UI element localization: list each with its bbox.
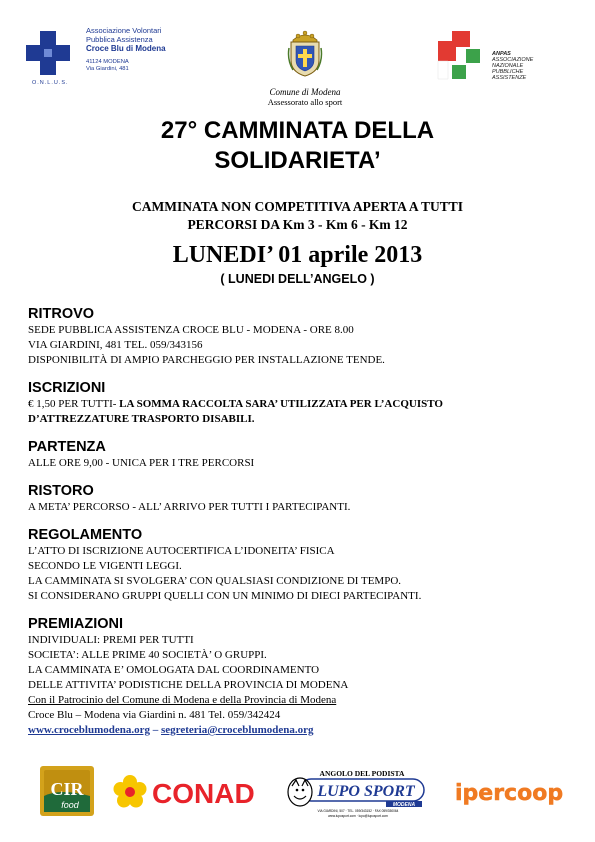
ristoro-line1: A META’ PERCORSO - ALL’ ARRIVO PER TUTTI I PARTECIPANTI. (28, 501, 351, 513)
email-link[interactable]: segreteria@croceblumodena.org (161, 724, 314, 736)
anpas-line4: ASSISTENZE (492, 75, 527, 81)
cir-small-text: food (61, 800, 79, 810)
section-title: PREMIAZIONI (28, 616, 124, 632)
section-title: ISCRIZIONI (28, 380, 106, 396)
event-title-line2: SOLIDARIETA’ (214, 147, 381, 174)
modena-crest-icon (287, 28, 323, 78)
premiazioni-line2: SOCIETA’: ALLE PRIME 40 SOCIETÀ’ O GRUPPI. (28, 649, 267, 661)
section-ristoro (28, 482, 573, 515)
conad-daisy-icon (112, 772, 264, 812)
ipercoop-text: ipercoop (455, 781, 564, 806)
event-subtitle (0, 198, 595, 234)
premiazioni-line3: LA CAMMINATA E’ OMOLOGATA DAL COORDINAMENTO (28, 664, 320, 676)
regolamento-line4: SI CONSIDERANO GRUPPI QUELLI CON UN MINIMO DI DIECI PARTECIPANTI. (28, 590, 422, 602)
website-link[interactable]: www.croceblumodena.org (28, 724, 151, 736)
lupo-web-text: www.luposport.com · lupo@luposport.com (328, 814, 388, 818)
croce-blu-address2: Via Giardini, 481 (86, 66, 129, 72)
blue-cross-icon (26, 31, 70, 75)
cir-food-icon (40, 766, 94, 816)
anpas-acronym: ANPAS (492, 51, 511, 57)
comune-dept: Assessorato allo sport (267, 97, 343, 107)
event-details (28, 305, 573, 749)
lupo-details-text: VIA GIARDINI, 507 · TEL. 059/343152 · FAX 059/350064 (317, 809, 399, 813)
anpas-cross-icon (430, 27, 492, 85)
anpas-line2: NAZIONALE (492, 63, 524, 69)
section-title: REGOLAMENTO (28, 527, 143, 543)
comune-name: Comune di Modena (269, 87, 341, 97)
section-title: RITROVO (28, 306, 95, 322)
ritrovo-line2: VIA GIARDINI, 481 TEL. 059/343156 (28, 339, 203, 351)
cir-food-logo (40, 766, 94, 816)
onlus-label: O.N.L.U.S. (32, 80, 69, 86)
ipercoop-logo (453, 774, 565, 814)
section-premiazioni (28, 615, 573, 738)
contact-info: Croce Blu – Modena via Giardini n. 481 Tel. 059/342424 (28, 709, 281, 721)
iscrizioni-note-line1: LA SOMMA RACCOLTA SARA’ UTILIZZATA PER L’ACQUISTO (119, 398, 443, 410)
premiazioni-line1: INDIVIDUALI: PREMI PER TUTTI (28, 634, 194, 646)
event-date: LUNEDI’ 01 aprile 2013 (172, 242, 423, 268)
anpas-logo (430, 27, 540, 87)
regolamento-line2: SECONDO LE VIGENTI LEGGI. (28, 560, 182, 572)
croce-blu-line3: Croce Blu di Modena (86, 44, 166, 53)
iscrizioni-note-line2: D’ATTREZZATURE TRASPORTO DISABILI. (28, 413, 255, 425)
event-title (0, 116, 595, 176)
subtitle-line1: CAMMINATA NON COMPETITIVA APERTA A TUTTI (132, 199, 463, 214)
anpas-line1: ASSOCIAZIONE (492, 57, 534, 63)
sponsor-strip (0, 760, 595, 820)
section-partenza (28, 438, 573, 471)
croce-blu-line1: Associazione Volontari (86, 26, 162, 35)
section-ritrovo (28, 305, 573, 368)
ritrovo-line3: DISPONIBILITÀ DI AMPIO PARCHEGGIO PER INSTALLAZIONE TENDE. (28, 354, 385, 366)
lupo-sport-logo (286, 768, 426, 818)
ritrovo-line1: SEDE PUBBLICA ASSISTENZA CROCE BLU - MODENA - ORE 8.00 (28, 324, 354, 336)
comune-logo (240, 28, 370, 107)
regolamento-line3: LA CAMMINATA SI SVOLGERA’ CON QUALSIASI CONDIZIONE DI TEMPO. (28, 575, 402, 587)
croce-blu-line2: Pubblica Assistenza (86, 35, 153, 44)
cir-big-text: CIR (50, 779, 84, 799)
croce-blu-address1: 41124 MODENA (86, 59, 129, 65)
regolamento-line1: L’ATTO DI ISCRIZIONE AUTOCERTIFICA L’IDONEITA’ FISICA (28, 545, 335, 557)
lupo-name-text: LUPO SPORT (317, 783, 415, 800)
ipercoop-icon (453, 774, 565, 814)
anpas-text (492, 51, 533, 81)
croce-blu-text (86, 26, 166, 73)
section-iscrizioni (28, 379, 573, 427)
section-regolamento (28, 526, 573, 604)
lupo-top-text: ANGOLO DEL PODISTA (319, 769, 405, 778)
lupo-sport-icon (286, 768, 426, 818)
section-title: RISTORO (28, 483, 94, 499)
conad-logo (112, 772, 264, 812)
partenza-line1: ALLE ORE 9,00 - UNICA PER I TRE PERCORSI (28, 457, 255, 469)
link-separator: – (150, 724, 162, 736)
subtitle-line2: PERCORSI DA Km 3 - Km 6 - Km 12 (187, 217, 408, 232)
premiazioni-line4: DELLE ATTIVITA’ PODISTICHE DELLA PROVINCIA DI MODENA (28, 679, 349, 691)
conad-text: CONAD (152, 778, 255, 809)
section-title: PARTENZA (28, 439, 106, 455)
iscrizioni-price: € 1,50 PER TUTTI- (28, 398, 120, 410)
patrocinio-note: Con il Patrocinio del Comune di Modena e della Provincia di Modena (28, 694, 337, 706)
event-date-sub: ( LUNEDI DELL’ANGELO ) (220, 272, 375, 286)
event-title-line1: 27° CAMMINATA DELLA (160, 117, 435, 144)
croce-blu-logo (26, 26, 196, 96)
lupo-city-text: MODENA (392, 802, 416, 808)
anpas-line3: PUBBLICHE (492, 69, 524, 75)
